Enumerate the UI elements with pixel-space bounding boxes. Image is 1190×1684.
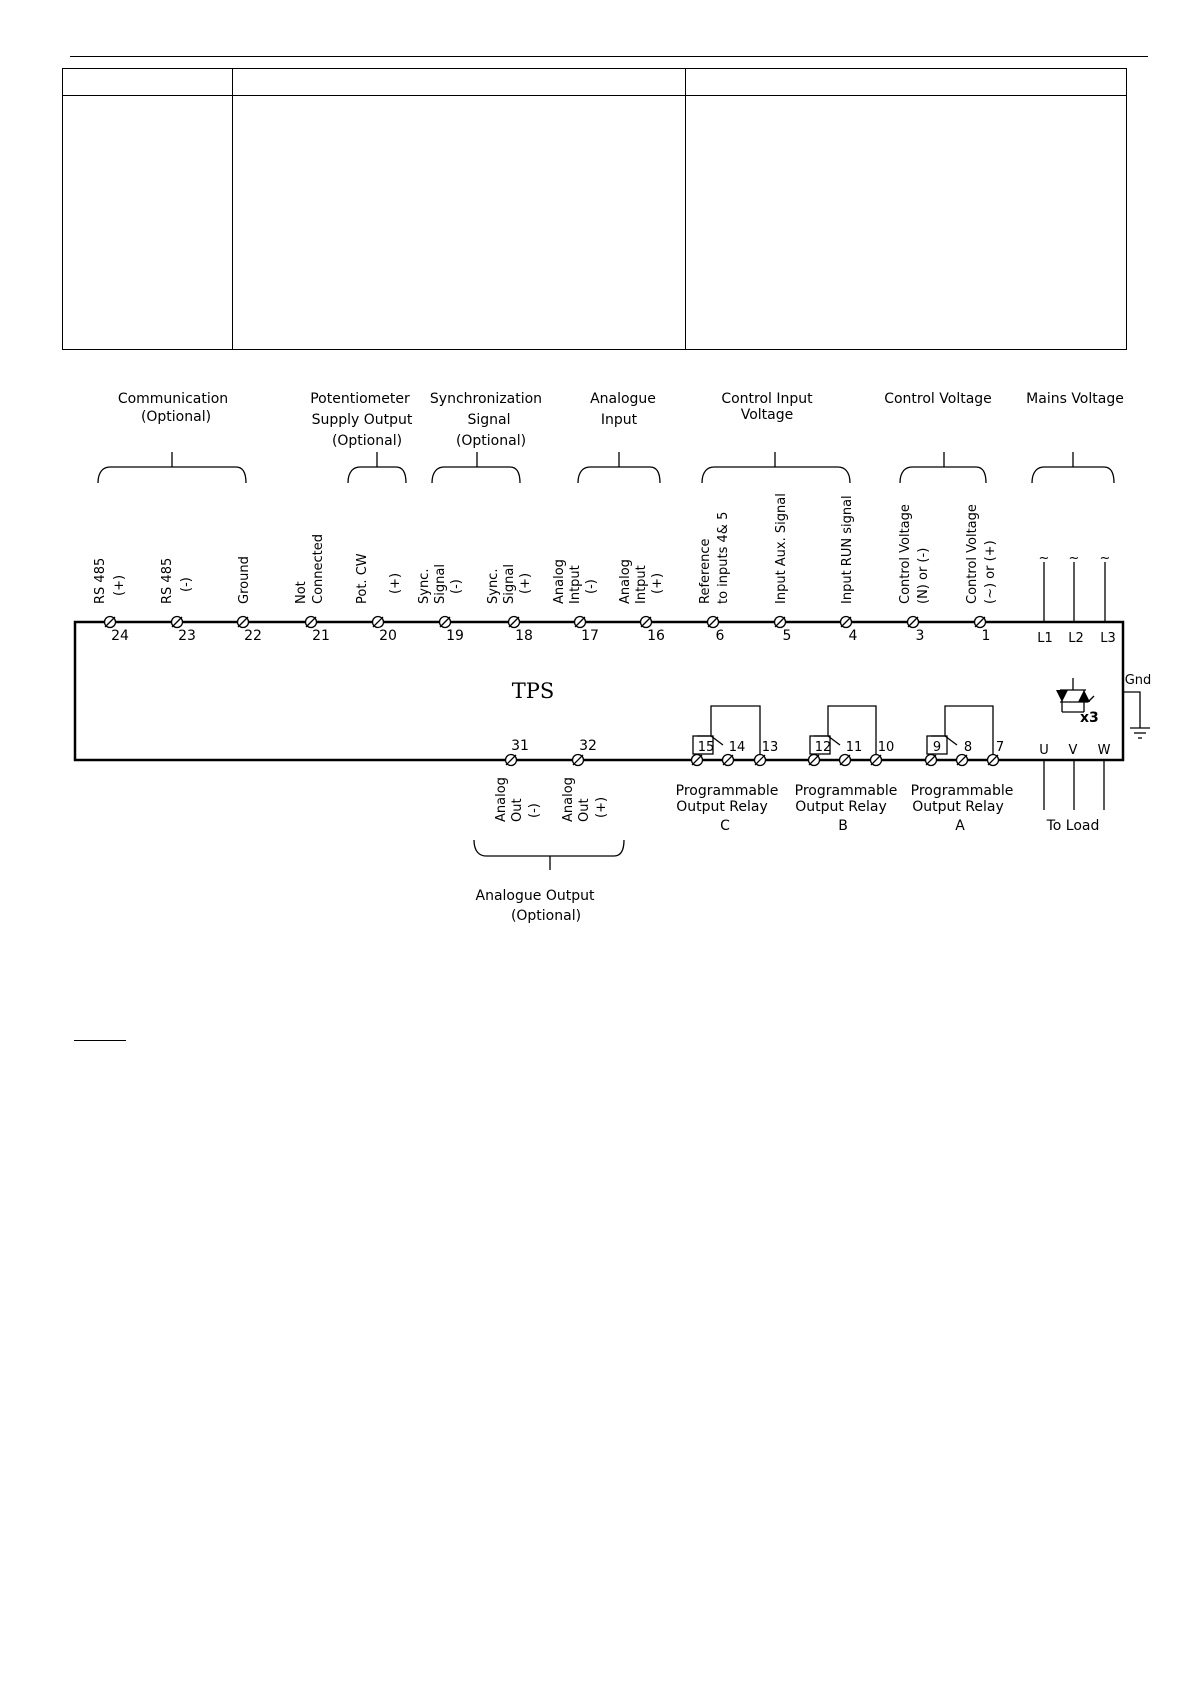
terminal-6 — [698, 512, 731, 644]
group-mains-voltage-line1: Mains Voltage — [1026, 391, 1124, 407]
terminal-label-line: (+) — [518, 572, 533, 594]
output-label: U — [1039, 743, 1049, 758]
group-communication-line1: Communication — [117, 391, 229, 407]
ground-wire — [1123, 692, 1140, 728]
terminal-24 — [93, 554, 129, 644]
relay-caption: Programmable — [675, 783, 779, 799]
relay-b — [795, 706, 898, 834]
thyristor-icon — [1056, 678, 1099, 726]
table-cell — [63, 69, 233, 96]
supply-symbol: ~ — [1099, 551, 1111, 566]
terminal-label-line: Ground — [237, 556, 252, 604]
terminal-32 — [561, 738, 609, 822]
terminal-label-line: (+) — [650, 572, 665, 594]
group-control-input-line2: Voltage — [740, 407, 794, 423]
relay-caption: Programmable — [794, 783, 898, 799]
group-control-voltage — [884, 391, 992, 483]
group-potentiometer-line1: Potentiometer — [310, 391, 410, 407]
group-synchronization — [430, 391, 542, 483]
terminal-number: 3 — [915, 628, 925, 644]
phase-label: L2 — [1068, 631, 1084, 646]
phase-label: L1 — [1037, 631, 1053, 646]
supply-symbol: ~ — [1038, 551, 1050, 566]
group-analogue-input-brace — [578, 452, 660, 483]
relay-caption: Output Relay — [912, 799, 1004, 815]
group-analogue-input-line1: Analogue — [590, 391, 656, 407]
group-potentiometer — [310, 391, 413, 483]
group-communication-brace — [98, 452, 246, 483]
terminal-23 — [160, 554, 196, 644]
terminal-number: 5 — [782, 628, 792, 644]
terminal-label — [93, 554, 127, 604]
group-control-input-brace — [702, 452, 850, 483]
group-analogue-input-line2: Input — [600, 412, 638, 428]
terminal-label-line: Analog — [561, 777, 576, 822]
relay-caption: Output Relay — [795, 799, 887, 815]
terminal-number: 19 — [446, 628, 464, 644]
terminal-label — [486, 560, 533, 604]
group-potentiometer-line2: Supply Output — [311, 412, 413, 428]
terminal-number: 9 — [932, 740, 942, 755]
group-control-input — [702, 391, 850, 483]
terminal-label-line: Signal — [433, 564, 448, 604]
group-analogue-output — [474, 840, 624, 924]
group-synchronization-line2: Signal — [467, 412, 511, 428]
terminal-31 — [494, 738, 542, 822]
terminal-label-line: (+) — [388, 572, 403, 594]
terminal-label-line: (~) or (+) — [983, 540, 998, 604]
mains-section — [1037, 551, 1151, 834]
terminal-number: 7 — [995, 740, 1005, 755]
terminal-number: 8 — [963, 740, 973, 755]
table-cell — [233, 96, 686, 350]
group-mains-voltage-brace — [1032, 452, 1114, 483]
terminal-number: 18 — [515, 628, 533, 644]
terminal-number: 12 — [814, 740, 832, 755]
terminal-label-line: RS 485 — [160, 557, 175, 604]
table-cell — [233, 69, 686, 96]
terminal-label-line: Intput — [568, 565, 583, 604]
terminal-number: 24 — [111, 628, 129, 644]
terminal-16 — [618, 555, 665, 644]
terminal-label — [552, 555, 599, 604]
terminal-label-line: Pot. CW — [355, 553, 370, 604]
terminal-label-line: (-) — [179, 577, 194, 592]
relay-caption: C — [720, 818, 730, 834]
terminal-label-line: Input Aux. Signal — [774, 493, 789, 604]
terminal-label-line: Control Voltage — [965, 504, 980, 604]
group-synchronization-line1: Synchronization — [429, 391, 543, 407]
terminal-label-line: Control Voltage — [898, 504, 913, 604]
terminal-label-line: Signal — [502, 564, 517, 604]
relay-caption: B — [838, 818, 848, 834]
terminal-number: 32 — [579, 738, 597, 754]
terminal-19 — [417, 560, 464, 644]
group-control-voltage-line1: Control Voltage — [884, 391, 992, 407]
header-table-body-row — [63, 96, 1127, 350]
group-potentiometer-brace — [348, 452, 406, 483]
unit-label: TPS — [511, 679, 555, 703]
terminal-label-line: Analog — [494, 777, 509, 822]
group-communication-line2: (Optional) — [140, 409, 212, 425]
terminal-label — [494, 773, 542, 822]
terminal-label-line: Out — [510, 798, 525, 822]
table-cell — [686, 69, 1127, 96]
terminal-22 — [237, 556, 262, 644]
to-load-label: To Load — [1046, 818, 1100, 834]
group-synchronization-brace — [432, 452, 520, 483]
thyristor-count: x3 — [1080, 710, 1099, 726]
group-synchronization-line3: (Optional) — [455, 433, 527, 449]
thyristor-gate — [1088, 696, 1094, 702]
terminal-label — [294, 534, 326, 604]
terminal-17 — [552, 555, 599, 644]
terminal-number: 13 — [761, 740, 779, 755]
terminal-number: 15 — [697, 740, 715, 755]
terminal-label-line: Sync. — [417, 568, 432, 604]
terminal-21 — [294, 534, 330, 644]
group-communication — [98, 391, 246, 483]
group-analogue-output-line2: (Optional) — [510, 908, 582, 924]
terminal-number: 14 — [728, 740, 746, 755]
terminal-number: 4 — [848, 628, 858, 644]
terminal-label — [965, 500, 998, 604]
group-analogue-output-brace — [474, 840, 624, 870]
terminal-number: 31 — [511, 738, 529, 754]
terminal-number: 17 — [581, 628, 599, 644]
terminal-label-line: (N) or (-) — [916, 547, 931, 604]
relay-c — [676, 706, 779, 834]
phase-label: L3 — [1100, 631, 1116, 646]
terminal-label — [160, 554, 194, 604]
terminal-label-line: (+) — [594, 796, 609, 818]
group-analogue-input — [578, 391, 660, 483]
terminal-number: 1 — [981, 628, 991, 644]
relay-caption: A — [955, 818, 965, 834]
terminal-label-line: Connected — [311, 533, 326, 604]
terminal-label — [237, 556, 252, 604]
terminal-number: 23 — [178, 628, 196, 644]
terminal-label — [355, 549, 403, 604]
group-analogue-output-line1: Analogue Output — [475, 888, 595, 904]
ground-icon — [1123, 673, 1151, 738]
terminal-number: 10 — [877, 740, 895, 755]
terminal-number: 21 — [312, 628, 330, 644]
table-cell — [63, 96, 233, 350]
terminal-label-line: Input RUN signal — [840, 495, 855, 604]
terminal-label — [898, 500, 931, 604]
terminal-label-line: RS 485 — [93, 557, 108, 604]
supply-symbol: ~ — [1068, 551, 1080, 566]
terminal-20 — [355, 549, 403, 644]
terminal-label — [618, 555, 665, 604]
relay-caption: Programmable — [910, 783, 1014, 799]
relay-caption: Output Relay — [676, 799, 768, 815]
group-potentiometer-line3: (Optional) — [331, 433, 403, 449]
wiring-diagram — [0, 380, 1190, 940]
terminal-18 — [486, 560, 533, 644]
terminal-label-line: Reference — [698, 538, 713, 604]
terminal-label-line: Analog — [618, 559, 633, 604]
ground-label: Gnd — [1124, 673, 1152, 688]
terminal-label-line: Out — [577, 798, 592, 822]
terminal-number: 22 — [244, 628, 262, 644]
terminal-label-line: Intput — [634, 565, 649, 604]
terminal-number: 16 — [647, 628, 665, 644]
group-control-input-line1: Control Input — [721, 391, 813, 407]
table-cell — [686, 96, 1127, 350]
output-label: V — [1068, 743, 1078, 758]
terminal-label — [774, 493, 789, 604]
terminal-label-line: (-) — [527, 803, 542, 818]
terminal-label-line: (-) — [449, 579, 464, 594]
terminal-label — [417, 560, 464, 604]
terminal-number: 20 — [379, 628, 397, 644]
terminal-label-line: to inputs 4& 5 — [716, 511, 731, 604]
group-control-voltage-brace — [900, 452, 986, 483]
terminal-label — [698, 512, 731, 604]
output-label: W — [1097, 743, 1111, 758]
terminal-number: 6 — [715, 628, 725, 644]
header-table — [62, 68, 1127, 350]
terminal-label-line: (-) — [584, 579, 599, 594]
relay-a — [911, 706, 1014, 834]
terminal-label-line: (+) — [112, 574, 127, 596]
bottom-terminal-row — [474, 738, 624, 924]
group-mains-voltage — [1026, 391, 1124, 483]
header-table-head-row — [63, 69, 1127, 96]
terminal-label-line: Sync. — [486, 568, 501, 604]
terminal-label — [840, 495, 855, 604]
terminal-number: 11 — [845, 740, 863, 755]
page-header-rule — [70, 56, 1148, 57]
terminal-label-line: Analog — [552, 559, 567, 604]
terminal-label-line: Not — [294, 581, 309, 604]
notes-underline — [74, 1040, 126, 1041]
terminal-label — [561, 773, 609, 822]
